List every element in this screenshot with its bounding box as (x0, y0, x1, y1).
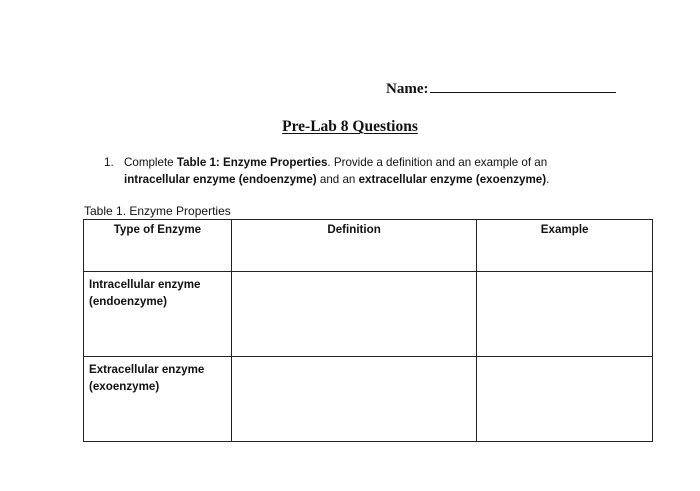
name-field (386, 80, 616, 98)
question-number: 1. (104, 156, 114, 169)
question-1 (104, 154, 604, 188)
question-bold-intracellular: intracellular enzyme (endoenzyme) (124, 173, 317, 186)
question-text-part: Complete (124, 156, 177, 169)
row-label-line: (endoenzyme) (89, 295, 167, 308)
table-row (84, 357, 653, 442)
page-title: Pre-Lab 8 Questions (282, 118, 418, 135)
row-label-line: Extracellular enzyme (89, 363, 205, 376)
name-label: Name: (386, 81, 429, 97)
question-bold-table-ref: Table 1: Enzyme Properties (176, 156, 328, 169)
question-text-part: and an (316, 173, 359, 186)
header-example: Example (477, 220, 653, 272)
row-label-line: Intracellular enzyme (89, 278, 201, 291)
question-text-part: . (546, 173, 550, 186)
question-text (124, 154, 604, 188)
row-label-line: (exoenzyme) (89, 380, 160, 393)
table-header-row (84, 220, 653, 272)
question-bold-extracellular: extracellular enzyme (exoenzyme) (358, 173, 547, 186)
question-text-part: . Provide a definition and an example of an (327, 156, 548, 169)
example-cell-intracellular[interactable] (477, 272, 653, 357)
table-caption: Table 1. Enzyme Properties (84, 204, 231, 218)
definition-cell-extracellular[interactable] (231, 357, 476, 442)
example-cell-extracellular[interactable] (477, 357, 653, 442)
row-label-intracellular (84, 272, 232, 357)
table-row (84, 272, 653, 357)
row-label-extracellular (84, 357, 232, 442)
enzyme-properties-table (83, 219, 653, 442)
name-blank-line[interactable] (430, 80, 616, 93)
header-type-of-enzyme: Type of Enzyme (84, 220, 232, 272)
definition-cell-intracellular[interactable] (231, 272, 476, 357)
header-definition: Definition (231, 220, 476, 272)
